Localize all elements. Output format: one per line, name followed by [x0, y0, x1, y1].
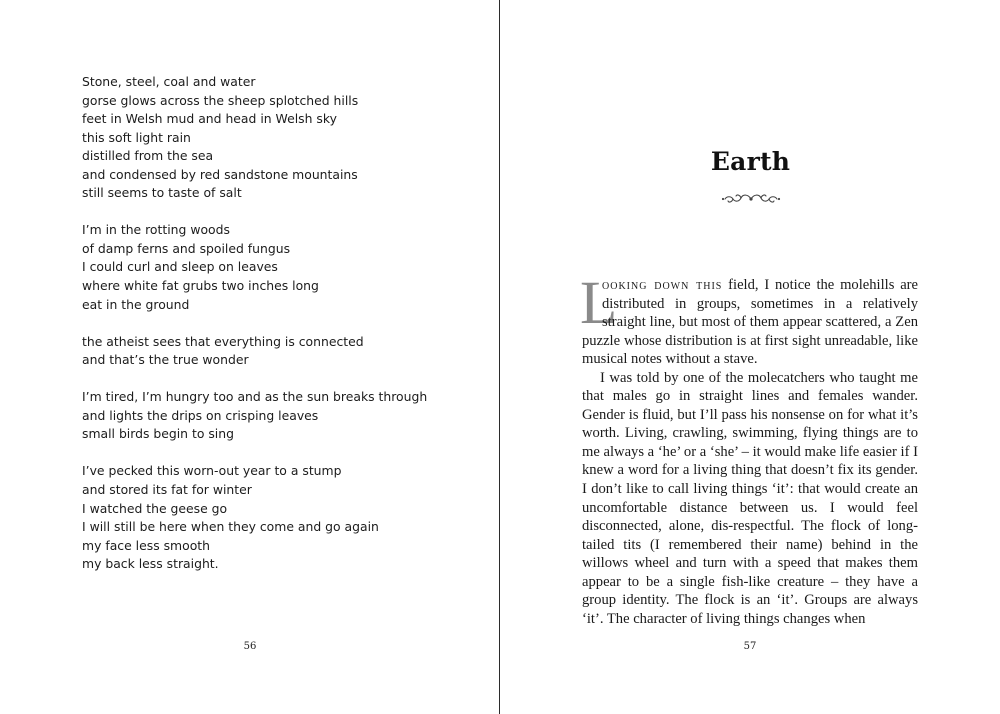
- right-page: [501, 0, 1000, 714]
- poem-line: distilled from the sea: [82, 148, 214, 164]
- poem-line: still seems to taste of salt: [82, 185, 242, 201]
- fleuron-ornament-icon: [719, 190, 783, 208]
- poem-line: I could curl and sleep on leaves: [82, 259, 278, 275]
- poem-line: of damp ferns and spoiled fungus: [82, 240, 291, 256]
- poem-line: feet in Welsh mud and head in Welsh sky: [82, 111, 337, 127]
- poem-line: and that’s the true wonder: [82, 352, 249, 368]
- poem-line: small birds begin to sing: [82, 426, 234, 442]
- poem-stanza: [82, 333, 482, 370]
- poem-line: where white fat grubs two inches long: [82, 278, 319, 294]
- chapter-body: [580, 270, 919, 628]
- poem-line: I watched the geese go: [82, 500, 228, 516]
- paragraph-text: field, I notice the molehills are distributed in groups, sometimes in a relatively straight line, but most of them appear scattered, a Zen puzzle whose distribution is at first sight unreadable, like musical notes without a stave.: [582, 277, 919, 368]
- body-paragraph: [580, 270, 919, 369]
- poem-line: and lights the drips on crisping leaves: [82, 407, 319, 423]
- poem-line: gorse glows across the sheep splotched hills: [82, 92, 359, 108]
- body-paragraph: I was told by one of the molecatchers who taught me that males go in straight lines and females wander. Gender is fluid, but I’ll pass his nonsense on for what it’s worth. Living, crawling, swimming, flying things are to me always a ‘he’ or a ‘she’ – it would make life easier if I knew a word for a living thing that doesn’t fix its gender. I don’t like to call living things ‘it’: that would create an uncomfortable distance between us. I would feel disconnected, alone, dis-respectful. The flock of long-tailed tits (I remembered their name) behind in the willows wheel and turn with a speed that makes them appear to be a single fish-like creature – they have a group identity. The flock is an ‘it’. Groups are always ‘it’. The character of living things changes when: [582, 369, 918, 627]
- poem: [82, 73, 482, 592]
- poem-line: this soft light rain: [82, 129, 191, 145]
- poem-line: and condensed by red sandstone mountains: [82, 166, 358, 182]
- ornament-center-dot: [749, 197, 752, 200]
- poem-line: my face less smooth: [82, 537, 210, 553]
- poem-line: I’m in the rotting woods: [82, 222, 230, 238]
- poem-stanza: [82, 388, 482, 444]
- poem-line: eat in the ground: [82, 296, 190, 312]
- drop-cap: L: [580, 270, 618, 337]
- poem-line: the atheist sees that everything is connected: [82, 333, 364, 349]
- poem-line: and stored its fat for winter: [82, 482, 252, 498]
- poem-line: Stone, steel, coal and water: [82, 74, 256, 89]
- poem-line: I will still be here when they come and go again: [82, 519, 379, 535]
- poem-line: I’ve pecked this worn-out year to a stump: [82, 463, 342, 479]
- poem-line: my back less straight.: [82, 556, 219, 572]
- poem-stanza: [82, 462, 482, 573]
- poem-stanza: [82, 221, 482, 314]
- page-number-right: 57: [743, 641, 757, 652]
- opening-smallcaps: ooking down this: [602, 277, 723, 293]
- chapter-title: Earth: [710, 147, 791, 176]
- left-page: [0, 0, 499, 714]
- poem-stanza: [82, 73, 482, 203]
- poem-line: I’m tired, I’m hungry too and as the sun breaks through: [82, 389, 428, 405]
- page-number-left: 56: [243, 641, 257, 652]
